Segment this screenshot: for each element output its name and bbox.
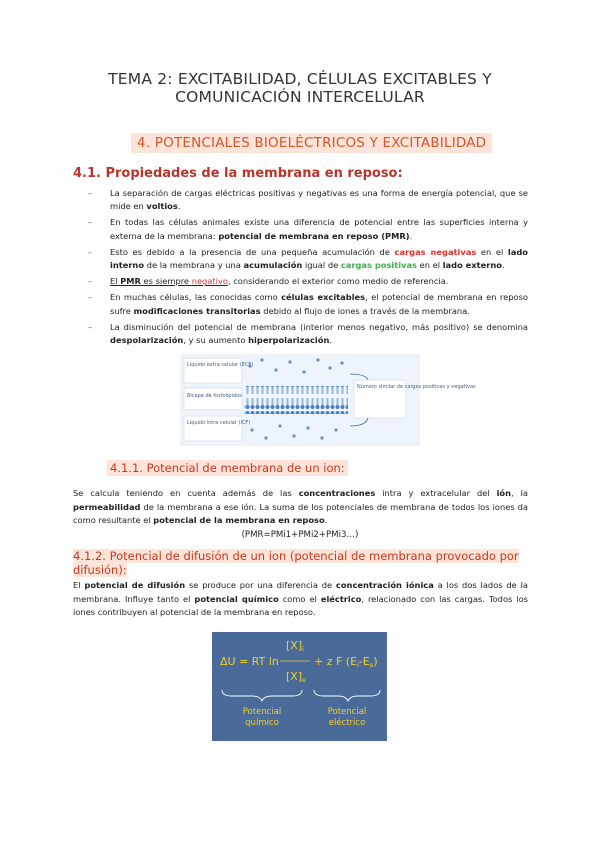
label-ecf: Líquido extra celular (ECF) bbox=[187, 362, 254, 368]
bullet-item: – En todas las células animales existe una diferencia de potencial entre las superficies interna y externa de la membrana: potencial de membrana en reposo (PMR). bbox=[88, 216, 528, 243]
equation-rhs: + z F (Ei-Ee) bbox=[314, 655, 378, 669]
subsection-heading-4-1-1: 4.1.1. Potencial de membrana de un ion: bbox=[107, 460, 348, 476]
bullet-item: – En muchas células, las conocidas como células excitables, el potencial de membrana en reposo sufre modificaciones transitorias debido al flujo de iones a través de la membrana. bbox=[88, 291, 528, 318]
subsection-heading-4-1: 4.1. Propiedades de la membrana en reposo: bbox=[73, 166, 403, 181]
label-electric-1: Potencial bbox=[327, 707, 367, 717]
bullet-item: – La disminución del potencial de membrana (interior menos negativo, más positivo) se denomina despolarización, y su aumento hiperpolarización. bbox=[88, 321, 528, 348]
phospholipid-bilayer bbox=[244, 386, 348, 414]
label-chemical-2: químico bbox=[245, 718, 279, 728]
bullet-item: – Esto es debido a la presencia de una pequeña acumulación de cargas negativas en el lado interno de la membrana y una acumulación igual de cargas positivas en el lado externo. bbox=[88, 246, 528, 273]
pmr-formula: (PMR=PMi1+PMi2+PMi3…) bbox=[241, 530, 359, 540]
equation-numerator: [X]i bbox=[286, 639, 304, 653]
paragraph-diffusion-potential: El potencial de difusión se produce por una diferencia de concentración iónica a los dos lados de la membrana. Influye tanto el potencial químico como el eléctrico, relacionado con las cargas. Todos los iones contribuyen al potencial de la membrana en reposo. bbox=[73, 580, 529, 618]
label-chemical-1: Potencial bbox=[242, 707, 282, 717]
label-icf: Líquido intra celular (ICF) bbox=[187, 420, 251, 426]
equation-denominator: [X]e bbox=[286, 670, 306, 684]
paragraph-ion-potential: Se calcula teniendo en cuenta además de las concentraciones intra y extracelular del ión, la permeabilidad de la membrana a ese ión. La suma de los potenciales de membrana de todos los iones da como resultante el potencial de la membrana en reposo. bbox=[73, 488, 529, 526]
title-line-1: TEMA 2: EXCITABILIDAD, CÉLULAS EXCITABLES Y bbox=[108, 70, 492, 88]
bullet-item: – La separación de cargas eléctricas positivas y negativas es una forma de energía potencial, que se mide en voltios. bbox=[88, 187, 528, 214]
equation-lhs: ΔU = RT ln bbox=[220, 655, 279, 668]
membrane-diagram bbox=[180, 354, 476, 446]
diffusion-potential-equation bbox=[212, 632, 387, 741]
label-bilayer: Bicapa de fosfolípidos bbox=[187, 393, 242, 399]
section-title: 4. POTENCIALES BIOELÉCTRICOS Y EXCITABILIDAD bbox=[131, 133, 492, 153]
title-line-2: COMUNICACIÓN INTERCELULAR bbox=[175, 88, 425, 106]
subsection-heading-4-1-2: 4.1.2. Potencial de difusión de un ion (potencial de membrana provocado por difusión): bbox=[73, 549, 519, 577]
label-charges: Número similar de cargas positivas y negativas bbox=[357, 384, 476, 390]
bullet-item: – El PMR es siempre negativo, considerando el exterior como medio de referencia. bbox=[88, 275, 528, 288]
page-title bbox=[0, 70, 600, 106]
label-electric-2: eléctrico bbox=[328, 718, 366, 728]
bullet-list bbox=[88, 187, 528, 350]
